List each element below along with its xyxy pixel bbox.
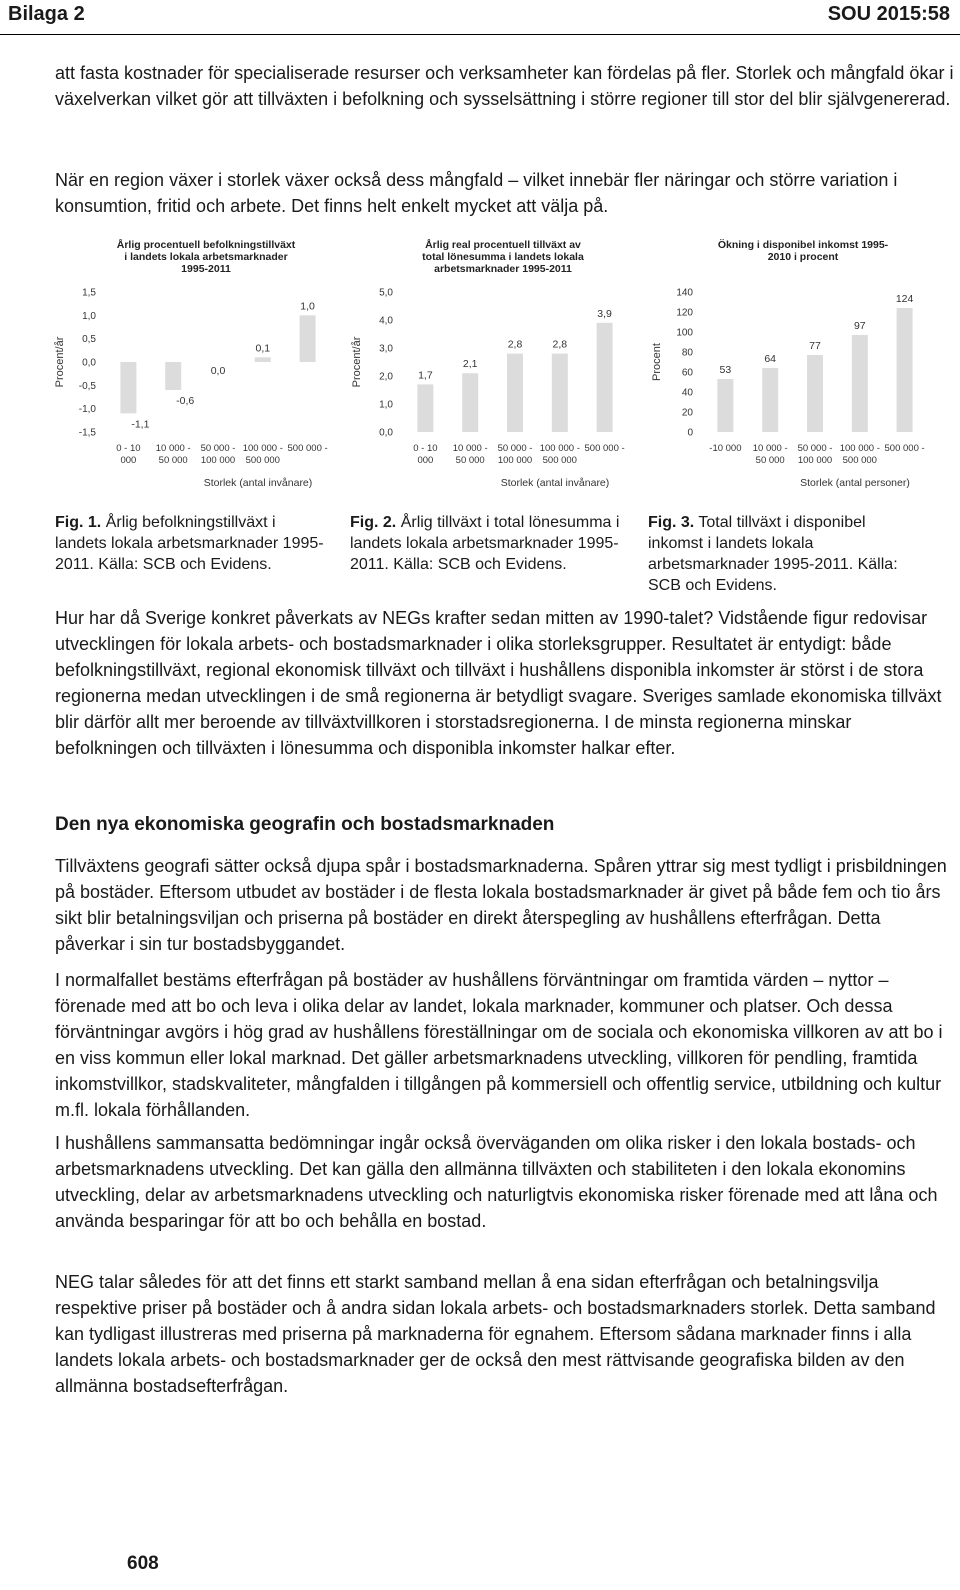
- category-label: 100 000 -: [539, 443, 580, 454]
- bar: [255, 357, 271, 362]
- data-label: 2,1: [462, 358, 478, 371]
- data-label: 2,8: [507, 338, 523, 351]
- y-tick-label: 120: [676, 307, 693, 319]
- y-tick-label: 3,0: [379, 343, 393, 355]
- figure-label-2: Fig. 2.: [350, 514, 397, 531]
- bar: [507, 354, 523, 432]
- bar: [807, 355, 823, 432]
- y-tick-label: 1,0: [379, 399, 393, 411]
- category-label: 50 000: [755, 455, 785, 466]
- y-tick-label: 5,0: [379, 287, 393, 299]
- bar: [597, 323, 613, 432]
- data-label: 1,0: [300, 300, 315, 313]
- chart-title-line: total lönesumma i landets lokala: [422, 251, 584, 263]
- category-label: 500 000: [542, 455, 577, 466]
- figure-text-3: Total tillväxt i disponibel inkomst i landets lokala arbetsmarknader 1995-2011. Källa: SCB och Evidens.: [648, 514, 898, 594]
- y-tick-label: 0,5: [82, 334, 96, 346]
- paragraph-1: att fasta kostnader för specialiserade resurser och verksamheter kan fördelas på fler. Storlek och mångfald ökar i växelverkan vilket gör att tillväxten i befolkning och sysselsättning i större regioner till stor del blir självgenererad.: [55, 63, 954, 109]
- y-tick-label: 4,0: [379, 315, 393, 327]
- bar: [897, 308, 913, 432]
- paragraph-6: I hushållens sammansatta bedömningar ingår också överväganden om olika risker i den lokala bostads- och arbetsmarknadens utveckling. Det kan gälla den allmänna tillväxten och stabiliteten i den lokala ekonomins utveckling, delar av arbetsmarknadens utveckling och naturligtvis ekonomiska risker förenade med att låna och använda besparingar för att bo och behålla en bostad.: [55, 1133, 938, 1231]
- chart-title-line: Årlig real procentuell tillväxt av: [425, 239, 581, 251]
- paragraph-4: Tillväxtens geografi sätter också djupa spår i bostadsmarknaderna. Spåren yttrar sig mest tydligt i prisbildningen på bostäder. Eftersom utbudet av bostäder i de flesta lokala bostadsmarknader är givet på både fem och tio års sikt blir betalningsviljan och priserna på bostäder en direkt återspegling av hushållens efterfrågan. Detta påverkar i sin tur bostadsbyggandet.: [55, 856, 947, 954]
- category-label: 500 000: [842, 455, 877, 466]
- data-label: 64: [764, 353, 777, 365]
- y-tick-label: 40: [681, 387, 693, 399]
- category-label: 10 000 -: [752, 443, 788, 454]
- data-label: 2,8: [552, 338, 568, 351]
- y-tick-label: 60: [681, 367, 693, 379]
- category-label: 100 000: [797, 455, 833, 466]
- bar: [552, 354, 568, 432]
- category-label: 500 000 -: [884, 443, 925, 454]
- bar: [762, 368, 778, 432]
- chart-title-line: arbetsmarknader 1995-2011: [434, 263, 572, 275]
- y-tick-label: 1,0: [82, 310, 96, 322]
- data-label: 0,0: [210, 365, 226, 377]
- category-label: 50 000 -: [497, 443, 533, 454]
- chart-svg-2: [345, 232, 645, 502]
- y-axis-label: Procent: [651, 343, 663, 381]
- figure-caption-2: [350, 512, 630, 575]
- page-number: 608: [127, 1553, 159, 1574]
- page-header: [0, 0, 960, 34]
- paragraph-5: I normalfallet bestäms efterfrågan på bostäder av hushållens förväntningar om framtida värden – nyttor – förenade med att bo och leva i olika delar av landet, lokala marknader, kommuner och platser. Och dessa förväntningar avgörs i hög grad av hushållens föreställningar om de sociala och ekonomiska villkoren av att bo i en viss kommun eller lokal marknad. Det gäller arbetsmarknadens utveckling, villkoren för pendling, framtida inkomstvillkor, stadskvaliteter, mångfalden i tillgången på kommersiell och offentlig service, utbildning och kultur m.fl. lokala förhållanden.: [55, 970, 943, 1120]
- chart-title-line: Årlig procentuell befolkningstillväxt: [116, 239, 296, 251]
- chart-payroll-growth: [345, 232, 645, 502]
- y-tick-label: 20: [681, 407, 693, 419]
- bar: [417, 384, 433, 432]
- figure-text-2: Årlig tillväxt i total lönesumma i landets lokala arbetsmarknader 1995-2011. Källa: SCB och Evidens.: [350, 514, 620, 573]
- section-heading: Den nya ekonomiska geografin och bostadsmarknaden: [55, 814, 555, 835]
- y-tick-label: 0: [687, 427, 693, 439]
- category-label: 50 000: [158, 455, 188, 466]
- header-divider: [0, 34, 960, 35]
- category-label: 50 000: [455, 455, 485, 466]
- data-label: -1,1: [131, 418, 150, 431]
- category-label: 10 000 -: [155, 443, 191, 454]
- chart-title-line: 1995-2011: [181, 263, 231, 275]
- y-tick-label: 140: [676, 287, 693, 299]
- data-label: 53: [719, 364, 732, 376]
- chart-title-line: 2010 i procent: [767, 251, 839, 263]
- data-label: 97: [853, 320, 866, 332]
- x-axis-label: Storlek (antal invånare): [500, 477, 610, 489]
- chart-svg-3: [645, 232, 945, 502]
- chart-population-growth: [48, 232, 348, 502]
- category-label: 100 000 -: [839, 443, 880, 454]
- data-label: 0,1: [255, 342, 271, 355]
- paragraph-7: NEG talar således för att det finns ett starkt samband mellan å ena sidan efterfrågan och betalningsvilja respektive priser på bostäder och å andra sidan lokala arbets- och bostadsmarknaders storlek. Detta samband kan tydligast illustreras med priserna på marknaderna för egnahem. Eftersom sådana marknader finns i alla landets lokala arbets- och bostadsmarknader ger de också den mest rättvisande geografiska bilden av den allmänna bostadsefterfrågan.: [55, 1272, 936, 1396]
- category-label: 100 000 -: [242, 443, 283, 454]
- category-label: 500 000: [245, 455, 280, 466]
- category-label: 500 000 -: [584, 443, 625, 454]
- data-label: 77: [809, 340, 821, 352]
- y-axis-label: Procent/år: [54, 336, 66, 388]
- x-axis-label: Storlek (antal invånare): [203, 477, 313, 489]
- category-label: 0 - 10: [116, 443, 141, 454]
- x-axis-label: Storlek (antal personer): [800, 477, 910, 489]
- y-tick-label: 80: [681, 347, 693, 359]
- data-label: 1,7: [418, 369, 433, 382]
- category-label: -10 000: [709, 443, 742, 454]
- chart-income-growth: [645, 232, 945, 502]
- data-label: 124: [895, 293, 914, 305]
- chart-svg-1: [48, 232, 348, 502]
- bar: [852, 335, 868, 432]
- figure-label-1: Fig. 1.: [55, 514, 102, 531]
- figure-label-3: Fig. 3.: [648, 514, 695, 531]
- figure-text-1: Årlig befolkningstillväxt i landets lokala arbetsmarknader 1995-2011. Källa: SCB och Evidens.: [55, 514, 324, 573]
- bar: [120, 362, 136, 413]
- chart-title-line: i landets lokala arbetsmarknader: [124, 251, 288, 263]
- y-tick-label: 0,0: [379, 427, 393, 439]
- report-id: SOU 2015:58: [827, 3, 950, 25]
- category-label: 0 - 10: [413, 443, 438, 454]
- bar: [717, 379, 733, 432]
- category-label: 100 000: [200, 455, 236, 466]
- figure-caption-1: [55, 512, 330, 575]
- category-label: 000: [120, 455, 137, 466]
- y-tick-label: 0,0: [82, 357, 96, 369]
- category-label: 50 000 -: [200, 443, 236, 454]
- y-tick-label: -1,5: [78, 427, 96, 439]
- y-tick-label: 2,0: [379, 371, 393, 383]
- figure-caption-3: [648, 512, 908, 596]
- y-axis-label: Procent/år: [351, 336, 363, 388]
- bar: [165, 362, 181, 390]
- y-tick-label: -1,0: [78, 404, 96, 416]
- bar: [300, 315, 316, 362]
- category-label: 50 000 -: [797, 443, 833, 454]
- chart-title-line: Ökning i disponibel inkomst 1995-: [717, 239, 889, 251]
- y-tick-label: -0,5: [78, 380, 96, 392]
- paragraph-3: Hur har då Sverige konkret påverkats av NEGs krafter sedan mitten av 1990-talet? Vidstående figur redovisar utvecklingen för lokala arbets- och bostadsmarknader i olika storleksgrupper. Resultatet är entydigt: både befolkningstillväxt, regional ekonomisk tillväxt och tillväxt i hushållens disponibla inkomster är störst i de stora regionerna medan utvecklingen i de små regionerna är betydligt svagare. Sveriges samlade ekonomiska tillväxt blir därför allt mer beroende av tillväxtvillkoren i storstadsregionerna. I de minsta regionerna minskar befolkningen och tillväxten i lönesumma och disponibla inkomster halkar efter.: [55, 608, 942, 758]
- paragraph-2: När en region växer i storlek växer också dess mångfald – vilket innebär fler näringar och större variation i konsumtion, fritid och arbete. Det finns helt enkelt mycket att välja på.: [55, 170, 898, 216]
- category-label: 000: [417, 455, 434, 466]
- category-label: 100 000: [497, 455, 533, 466]
- category-label: 500 000 -: [287, 443, 328, 454]
- category-label: 10 000 -: [452, 443, 488, 454]
- y-tick-label: 1,5: [82, 287, 96, 299]
- appendix-label: Bilaga 2: [8, 3, 85, 25]
- bar: [462, 373, 478, 432]
- data-label: -0,6: [176, 395, 195, 407]
- data-label: 3,9: [597, 307, 612, 320]
- y-tick-label: 100: [676, 327, 693, 339]
